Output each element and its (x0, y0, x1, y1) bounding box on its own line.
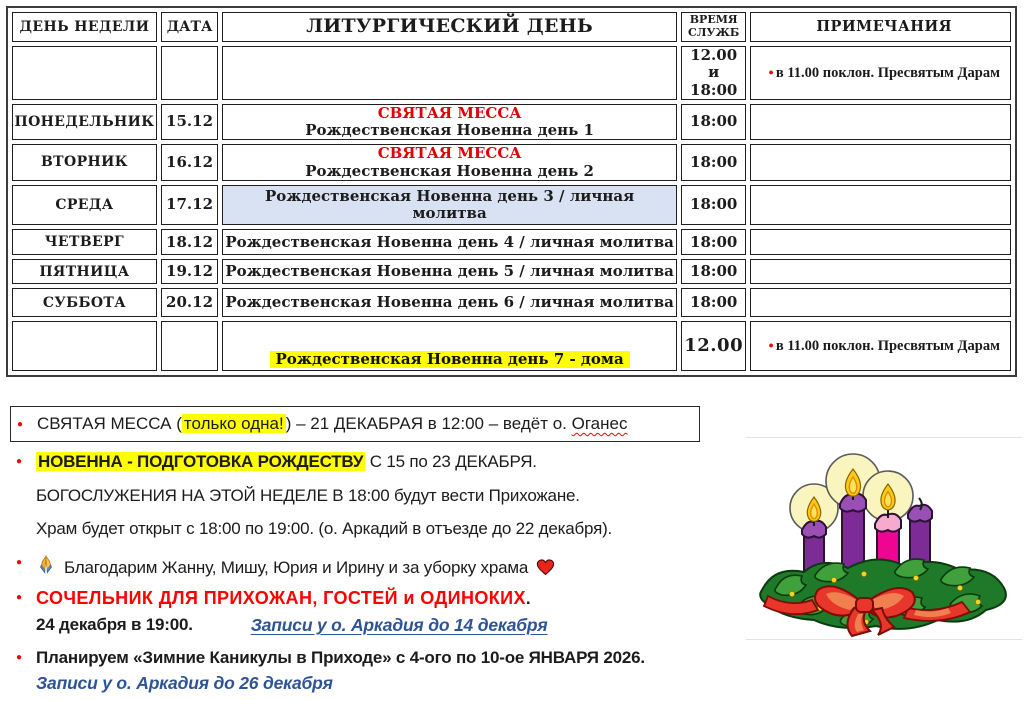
date-cell: 20.12 (161, 288, 218, 317)
mass-text-part1: СВЯТАЯ МЕССА ( (37, 414, 182, 433)
priest-name: Оганес (571, 414, 628, 433)
only-one-highlight: только одна! (183, 414, 284, 433)
day-cell: ЧЕТВЕРГ (12, 229, 157, 255)
thanks-line (36, 553, 555, 578)
heart-icon (536, 559, 555, 576)
schedule-row-sunday-21 (12, 321, 1011, 371)
day-cell: ВОСКРЕСЕНЬЕ (12, 46, 157, 100)
holy-mass-line: СВЯТАЯ МЕССА (377, 144, 522, 163)
schedule-row-friday (12, 259, 1011, 284)
holy-mass-line: СВЯТАЯ МЕССА (377, 103, 522, 122)
note-cell (750, 288, 1011, 317)
red-bullet-icon: ● (16, 557, 22, 568)
novena-text (36, 452, 537, 472)
novena-line-highlighted: Рождественская Новенна день 3 / личная молитва (223, 186, 676, 225)
services-line (10, 486, 580, 506)
liturgical-schedule-table (6, 6, 1017, 377)
sochelnik-details (10, 615, 548, 636)
red-bullet-icon: ● (16, 652, 22, 663)
liturgical-cell (222, 144, 677, 181)
liturgical-cell: Рождественская Новенна день 6 / личная молитва (222, 288, 677, 317)
time-cell-highlighted: 12.00 (681, 321, 746, 371)
col-header-service-time: ВРЕМЯ СЛУЖБ (681, 12, 746, 42)
novena-dates: С 15 по 23 ДЕКАБРЯ. (365, 452, 537, 471)
note-text: в 11.00 поклон. Пресвятым Дарам (775, 337, 1000, 354)
col-header-liturgical-day: ЛИТУРГИЧЕСКИЙ ДЕНЬ (222, 12, 677, 42)
red-bullet-icon: ● (16, 456, 22, 467)
time-cell: 18:00 (681, 144, 746, 181)
date-cell: 14.12 (161, 46, 218, 100)
schedule-row-tuesday (12, 144, 1011, 181)
novena-line: Рождественская Новенна день 2 (305, 161, 594, 180)
sochelnik-line (36, 588, 530, 609)
liturgical-cell (222, 321, 677, 371)
header-row (12, 12, 1011, 42)
red-dot-icon: ● (768, 66, 774, 77)
time-cell: 18:00 (681, 229, 746, 255)
day-cell: СРЕДА (12, 185, 157, 226)
liturgical-cell: Рождественская Новенна день 5 / личная молитва (222, 259, 677, 284)
note-cell (750, 104, 1011, 141)
col-header-date: ДАТА (161, 12, 218, 42)
mass-text-part2: ) – 21 ДЕКАБРАЯ в 12:00 – ведёт о. (285, 414, 572, 433)
services-text: БОГОСЛУЖЕНИЯ НА ЭТОЙ НЕДЕЛЕ В 18:00 будут вести Прихожане. (36, 486, 580, 505)
time-cell (681, 46, 746, 100)
date-cell: 18.12 (161, 229, 218, 255)
time-line: 12.00 (690, 46, 738, 64)
liturgical-cell (222, 185, 677, 226)
thanks-announcement (10, 553, 555, 578)
sochelnik-period: . (525, 589, 531, 608)
col-header-notes: ПРИМЕЧАНИЯ (750, 12, 1011, 42)
sunday-title: 4-е Вс. Адвента (350, 323, 549, 349)
date-cell: 15.12 (161, 104, 218, 141)
sochelnik-when: 24 декабря в 19:00. (36, 615, 193, 634)
schedule-row-saturday (12, 288, 1011, 317)
time-cell: 18:00 (681, 104, 746, 141)
open-hours-line (10, 519, 612, 539)
sochelnik-announcement (10, 588, 530, 609)
red-bullet-icon: ● (17, 418, 24, 430)
schedule-row-thursday (12, 229, 1011, 255)
thanks-text: Благодарим Жанну, Мишу, Юрия и Ирину и за уборку храма (64, 558, 529, 577)
signup-text: Записи у о. Аркадия до 26 декабря (36, 673, 333, 693)
schedule-row-sunday-14 (12, 46, 1011, 100)
date-cell: 19.12 (161, 259, 218, 284)
schedule-row-monday (12, 104, 1011, 141)
novena-title-highlight: НОВЕННА - ПОДГОТОВКА РОЖДЕСТВУ (38, 452, 364, 471)
schedule-row-wednesday (12, 185, 1011, 226)
vacation-text: Планируем «Зимние Каникулы в Приходе» с 4-ого по 10-ое ЯНВАРЯ 2026. (36, 648, 645, 667)
note-cell (750, 46, 1011, 100)
day-cell: ВТОРНИК (12, 144, 157, 181)
open-hours-text: Храм будет открыт с 18:00 по 19:00. (о. Аркадий в отъезде до 22 декабря). (36, 519, 613, 538)
time-cell: 18:00 (681, 185, 746, 226)
red-bullet-icon: ● (16, 592, 22, 603)
note-cell (750, 259, 1011, 284)
note-cell (750, 144, 1011, 181)
praying-hands-icon (36, 555, 56, 575)
novena-announcement (10, 452, 537, 472)
mass-announcement-box (10, 406, 700, 442)
vacation-announcement (10, 648, 645, 668)
note-cell (750, 229, 1011, 255)
date-cell: 17.12 (161, 185, 218, 226)
day-cell: ВОСКРЕСЕНЬЕ (12, 321, 157, 371)
note-cell (750, 321, 1011, 371)
note-text: в 11.00 поклон. Пресвятым Дарам (775, 64, 1000, 81)
time-line: и 18:00 (690, 63, 738, 99)
day-cell: СУББОТА (12, 288, 157, 317)
vacation-signup (10, 673, 333, 694)
sunday-title: 3-е Вс. Адвента (350, 59, 549, 85)
day-cell: ПОНЕДЕЛЬНИК (12, 104, 157, 141)
liturgical-cell (222, 46, 677, 100)
novena-home-line: Рождественская Новенна день 7 - дома (270, 351, 630, 368)
time-cell: 18:00 (681, 288, 746, 317)
date-cell: 16.12 (161, 144, 218, 181)
novena-line: Рождественская Новенна день 1 (305, 121, 594, 139)
note-cell (750, 185, 1011, 226)
advent-wreath-svg (746, 438, 1022, 639)
advent-wreath-image (746, 437, 1022, 640)
col-header-day-of-week: ДЕНЬ НЕДЕЛИ (12, 12, 157, 42)
time-cell: 18:00 (681, 259, 746, 284)
sochelnik-title: СОЧЕЛЬНИК ДЛЯ ПРИХОЖАН, ГОСТЕЙ и ОДИНОКИХ (36, 588, 526, 608)
liturgical-cell: Рождественская Новенна день 4 / личная молитва (222, 229, 677, 255)
signup-link: Записи у о. Аркадия до 14 декабря (250, 615, 548, 635)
liturgical-cell (222, 104, 677, 141)
day-cell: ПЯТНИЦА (12, 259, 157, 284)
date-cell: 21.12 (161, 321, 218, 371)
red-dot-icon: ● (768, 339, 774, 350)
mass-announcement-text (37, 414, 627, 434)
